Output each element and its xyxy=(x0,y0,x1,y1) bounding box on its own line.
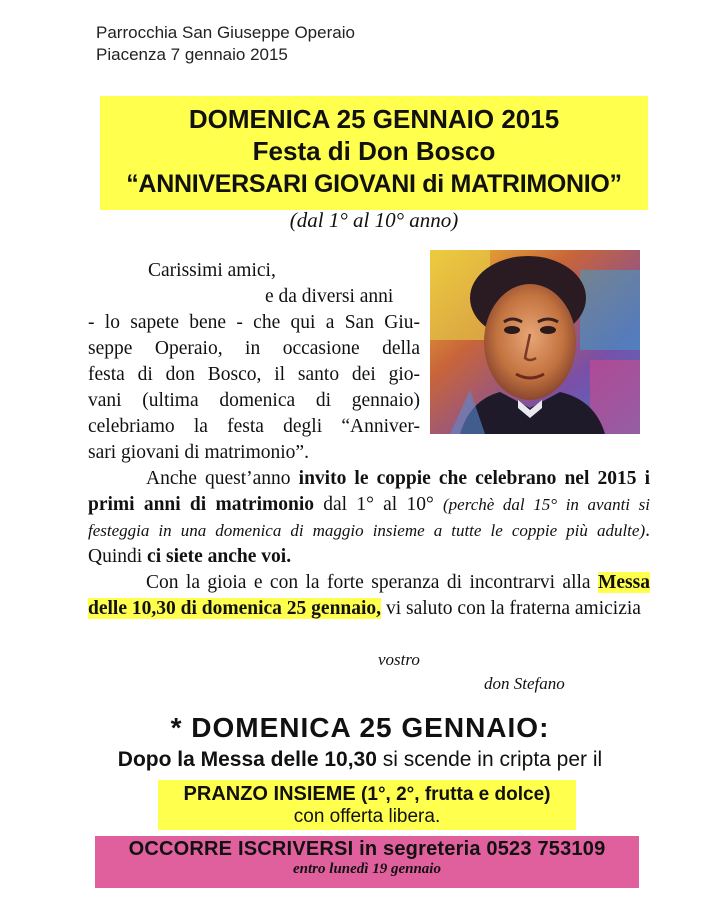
registration-deadline: entro lunedì 19 gennaio xyxy=(293,861,441,877)
letter-invitation xyxy=(88,466,650,570)
years-range: (dal 1° al 10° anno) xyxy=(289,208,459,232)
closing-vostro: vostro xyxy=(378,650,420,669)
invite-lead: Anche quest’anno xyxy=(146,468,299,489)
event-date-title: DOMENICA 25 GENNAIO 2015 xyxy=(188,104,560,134)
registration-office: in segreteria 0523 753109 xyxy=(353,838,606,860)
greeting-text: vi saluto con la fraterna amicizia xyxy=(381,598,641,619)
letter-line: celebriamo la festa degli “Anniver- xyxy=(88,416,420,437)
registration-required: OCCORRE ISCRIVERSI xyxy=(128,838,354,860)
letter-closing-paragraph xyxy=(88,570,650,622)
invite-range: dal 1° al 10° xyxy=(314,494,444,515)
letter-line: sari giovani di matrimonio”. xyxy=(88,442,309,463)
lunch-title: PRANZO INSIEME xyxy=(183,783,356,805)
after-mass-line xyxy=(0,748,720,772)
event-feast-title: Festa di Don Bosco xyxy=(252,136,496,166)
letter-intro xyxy=(88,258,420,466)
place-date: Piacenza 7 gennaio 2015 xyxy=(96,45,288,64)
invite-then: . Quindi xyxy=(88,520,650,567)
after-mass-bold: Dopo la Messa delle 10,30 xyxy=(117,748,377,771)
free-offering: con offerta libera. xyxy=(293,806,441,827)
greeting: Carissimi amici, xyxy=(148,260,276,281)
lunch-box xyxy=(158,780,576,830)
hope-text: Con la gioia e con la forte speranza di incontrarvi alla xyxy=(146,572,598,593)
letter-line: e da diversi anni xyxy=(265,286,394,307)
letter-line: vani (ultima domenica di gennaio) xyxy=(88,390,420,411)
footer-heading: * DOMENICA 25 GENNAIO: xyxy=(170,712,550,743)
lunch-menu: (1°, 2°, frutta e dolce) xyxy=(355,784,551,805)
mass-highlight: Messa delle 10,30 di domenica 25 gennaio, xyxy=(88,572,650,619)
registration-box xyxy=(95,836,639,888)
don-bosco-portrait xyxy=(430,250,640,434)
parish-header xyxy=(96,22,355,66)
letter-line: - lo sapete bene - che qui a San Giu- xyxy=(88,312,420,333)
after-mass-rest: si scende in cripta per il xyxy=(376,748,603,771)
parish-name: Parrocchia San Giuseppe Operaio xyxy=(96,23,355,42)
invite-you: ci siete anche voi. xyxy=(147,546,292,567)
letter-line: seppe Operaio, in occasione della xyxy=(88,338,420,359)
event-name-title: “ANNIVERSARI GIOVANI di MATRIMONIO” xyxy=(126,170,622,198)
invite-note: (perchè dal 15° in avanti si festeggia in una domenica di maggio insieme a tutte le coppie più adulte) xyxy=(88,495,650,540)
title-box xyxy=(100,96,648,210)
signature: don Stefano xyxy=(484,674,565,693)
invite-couples: invito le coppie che celebrano nel 2015 i primi anni di matrimonio xyxy=(88,468,650,515)
letter-line: festa di don Bosco, il santo dei gio- xyxy=(88,364,420,385)
